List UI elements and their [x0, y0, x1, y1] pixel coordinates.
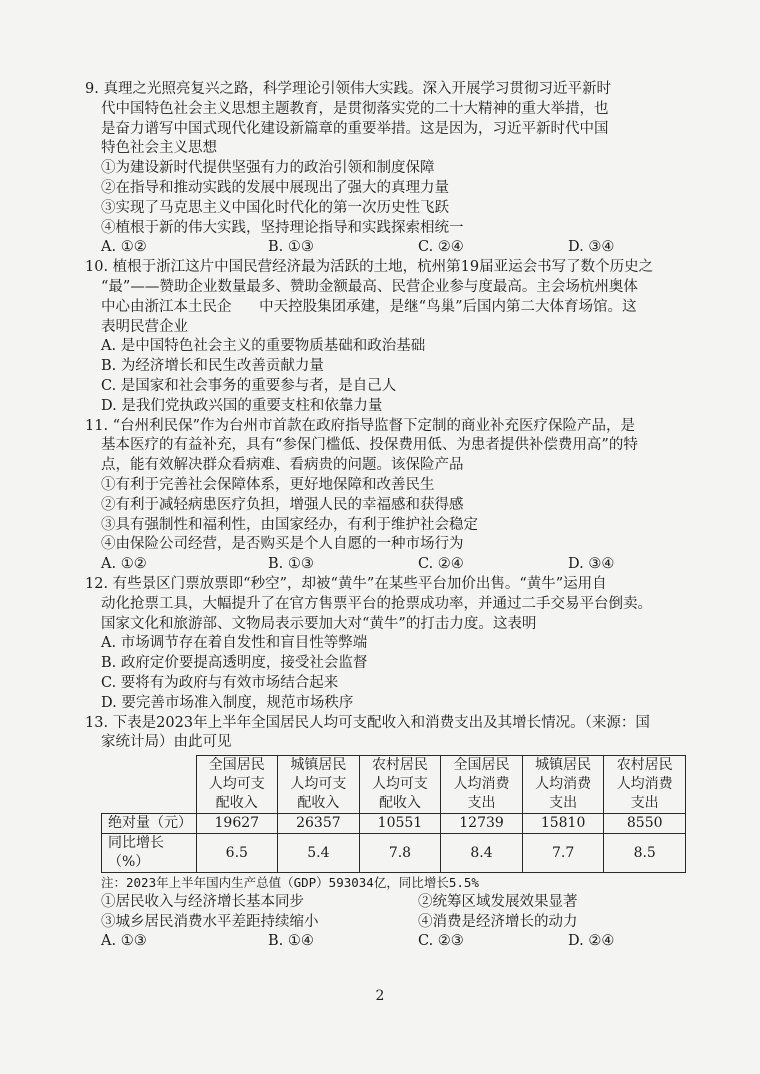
table-header-cell	[522, 756, 604, 814]
table-header-cell	[604, 756, 686, 814]
table-cell: 8.5	[604, 834, 686, 873]
table-cell: 15810	[522, 814, 604, 834]
option-c: C. ②④	[418, 556, 464, 573]
statement-item: ①为建设新时代提供坚强有力的政治引领和制度保障	[101, 160, 435, 177]
table-cell: 8550	[604, 814, 686, 834]
option-c: C. 要将有为政府与有效市场结合起来	[101, 674, 339, 691]
option-d: D. 是我们党执政兴国的重要支柱和依靠力量	[101, 397, 383, 414]
header-line: 支出	[630, 795, 659, 812]
table-cell: 6.5	[196, 834, 278, 873]
statement-item: ②有利于减轻病患医疗负担，增强人民的幸福感和获得感	[101, 496, 464, 513]
statement-item: ①有利于完善社会保障体系，更好地保障和改善民生	[101, 476, 435, 493]
table-cell: 5.4	[278, 834, 360, 873]
statement-item: ①居民收入与经济增长基本同步	[101, 893, 304, 910]
header-line: 全国居民	[208, 757, 265, 774]
option-d: D. 要完善市场准入制度，规范市场秩序	[101, 694, 354, 711]
header-line: 人均消费	[616, 776, 673, 793]
question-stem-line: 13. 下表是2023年上半年全国居民人均可支配收入和消费支出及其增长情况。（来源：国	[85, 714, 650, 731]
option-b: B. ①③	[268, 556, 314, 573]
question-stem-line: 中心由浙江本土民企 中天控股集团承建，是继“鸟巢”后国内第二大体育场馆。这	[101, 298, 637, 315]
option-a: A. 市场调节存在着自发性和盲目性等弊端	[101, 635, 368, 652]
option-c: C. ②③	[418, 933, 464, 950]
header-line: 人均消费	[535, 776, 592, 793]
question-10	[85, 258, 685, 416]
option-a: A. ①③	[101, 933, 147, 950]
option-b: B. ①④	[268, 933, 314, 950]
table-cell: 7.7	[522, 834, 604, 873]
statement-item: ④消费是经济增长的动力	[418, 913, 578, 930]
table-cell: 7.8	[359, 834, 441, 873]
question-stem-line: 表明民营企业	[101, 318, 188, 335]
table-row	[102, 814, 686, 834]
answer-options	[85, 238, 685, 258]
option-b: B. ①③	[268, 239, 314, 256]
header-line: 支出	[467, 795, 496, 812]
header-line: 农村居民	[616, 757, 673, 774]
question-stem-line: 点，能有效解决群众看病难、看病贵的问题。该保险产品	[101, 457, 464, 474]
page-number: 2	[375, 988, 385, 1004]
income-expenditure-table	[101, 755, 686, 873]
option-a: A. ①②	[101, 239, 147, 256]
header-line: 配收入	[297, 795, 340, 812]
header-line: 城镇居民	[535, 757, 592, 774]
option-c: C. 是国家和社会事务的重要参与者，是自己人	[101, 377, 397, 394]
header-line: 人均可支	[371, 776, 428, 793]
option-a: A. ①②	[101, 556, 147, 573]
header-line: 人均可支	[208, 776, 265, 793]
question-stem-line: 代中国特色社会主义思想主题教育，是贯彻落实党的二十大精神的重大举措，也	[101, 100, 609, 117]
question-stem-line: 基本医疗的有益补充，具有“参保门槛低、投保费用低、为患者提供补偿费用高”的特	[101, 437, 638, 454]
table-header-cell	[359, 756, 441, 814]
table-cell: 12739	[441, 814, 523, 834]
option-a: A. 是中国特色社会主义的重要物质基础和政治基础	[101, 338, 426, 355]
question-stem-line: 家统计局）由此可见	[101, 734, 232, 751]
question-stem-line: 9. 真理之光照亮复兴之路，科学理论引领伟大实践。深入开展学习贯彻习近平新时	[85, 81, 611, 97]
statement-item: ③具有强制性和福利性，由国家经办，有利于维护社会稳定	[101, 516, 478, 533]
question-stem-line: 10. 植根于浙江这片中国民营经济最为活跃的土地，杭州第19届亚运会书写了数个历史之	[85, 259, 654, 276]
table-row	[102, 834, 686, 873]
option-b: B. 为经济增长和民生改善贡献力量	[101, 358, 324, 375]
statement-item: ③城乡居民消费水平差距持续缩小	[101, 913, 319, 930]
header-line: 人均可支	[290, 776, 347, 793]
row-label: 绝对量（元）	[102, 814, 197, 834]
option-b: B. 政府定价要提高透明度，接受社会监督	[101, 655, 368, 672]
question-stem-line: 是奋力谱写中国式现代化建设新篇章的重要举措。这是因为，习近平新时代中国	[101, 120, 609, 137]
table-header-row	[102, 756, 686, 814]
header-line: 配收入	[215, 795, 258, 812]
statement-item: ④植根于新的伟大实践，坚持理论指导和实践探索相统一	[101, 219, 464, 236]
header-line: 人均消费	[453, 776, 510, 793]
table-header-cell	[441, 756, 523, 814]
option-d: D. ②④	[568, 933, 615, 950]
statement-pair-row	[85, 913, 685, 933]
header-line: 支出	[549, 795, 578, 812]
question-stem-line: 动化抢票工具，大幅提升了在官方售票平台的抢票成功率，并通过二手交易平台倒卖。	[101, 595, 652, 612]
statement-item: ②在指导和推动实践的发展中展现出了强大的真理力量	[101, 179, 449, 196]
question-stem-line: 12. 有些景区门票放票即“秒空”，却被“黄牛”在某些平台加价出售。“黄牛”运用自	[85, 575, 607, 592]
question-12	[85, 575, 685, 714]
statement-pair-row	[85, 893, 685, 913]
header-line: 城镇居民	[290, 757, 347, 774]
header-line: 配收入	[378, 795, 421, 812]
answer-options	[85, 555, 685, 575]
statement-item: ③实现了马克思主义中国化时代化的第一次历史性飞跃	[101, 199, 449, 216]
table-cell: 10551	[359, 814, 441, 834]
statement-item: ②统筹区域发展效果显著	[418, 893, 578, 910]
table-corner-cell	[102, 756, 197, 814]
option-d: D. ③④	[568, 556, 615, 573]
header-line: 全国居民	[453, 757, 510, 774]
row-label: 同比增长（%）	[102, 834, 197, 873]
question-stem-line: 国家文化和旅游部、文物局表示要加大对“黄牛”的打击力度。这表明	[101, 615, 537, 632]
table-cell: 26357	[278, 814, 360, 834]
question-stem-line: “最”——赞助企业数量最多、赞助金额最高、民营企业参与度最高。主会场杭州奥体	[101, 278, 638, 295]
table-header-cell	[278, 756, 360, 814]
question-stem-line: 特色社会主义思想	[101, 140, 217, 157]
statement-item: ④由保险公司经营，是否购买是个人自愿的一种市场行为	[101, 536, 464, 553]
question-13	[85, 714, 685, 953]
question-9	[85, 80, 685, 258]
header-line: 农村居民	[371, 757, 428, 774]
option-d: D. ③④	[568, 239, 615, 256]
answer-options	[85, 932, 685, 952]
table-cell: 19627	[196, 814, 278, 834]
question-stem-line: 11. “台州利民保”作为台州市首款在政府指导监督下定制的商业补充医疗保险产品，是	[85, 417, 635, 434]
option-c: C. ②④	[418, 239, 464, 256]
table-cell: 8.4	[441, 834, 523, 873]
exam-content	[85, 80, 685, 952]
question-11	[85, 417, 685, 575]
table-note: 注：2023年上半年国内生产总值（GDP）593034亿，同比增长5.5%	[101, 875, 479, 891]
table-header-cell	[196, 756, 278, 814]
